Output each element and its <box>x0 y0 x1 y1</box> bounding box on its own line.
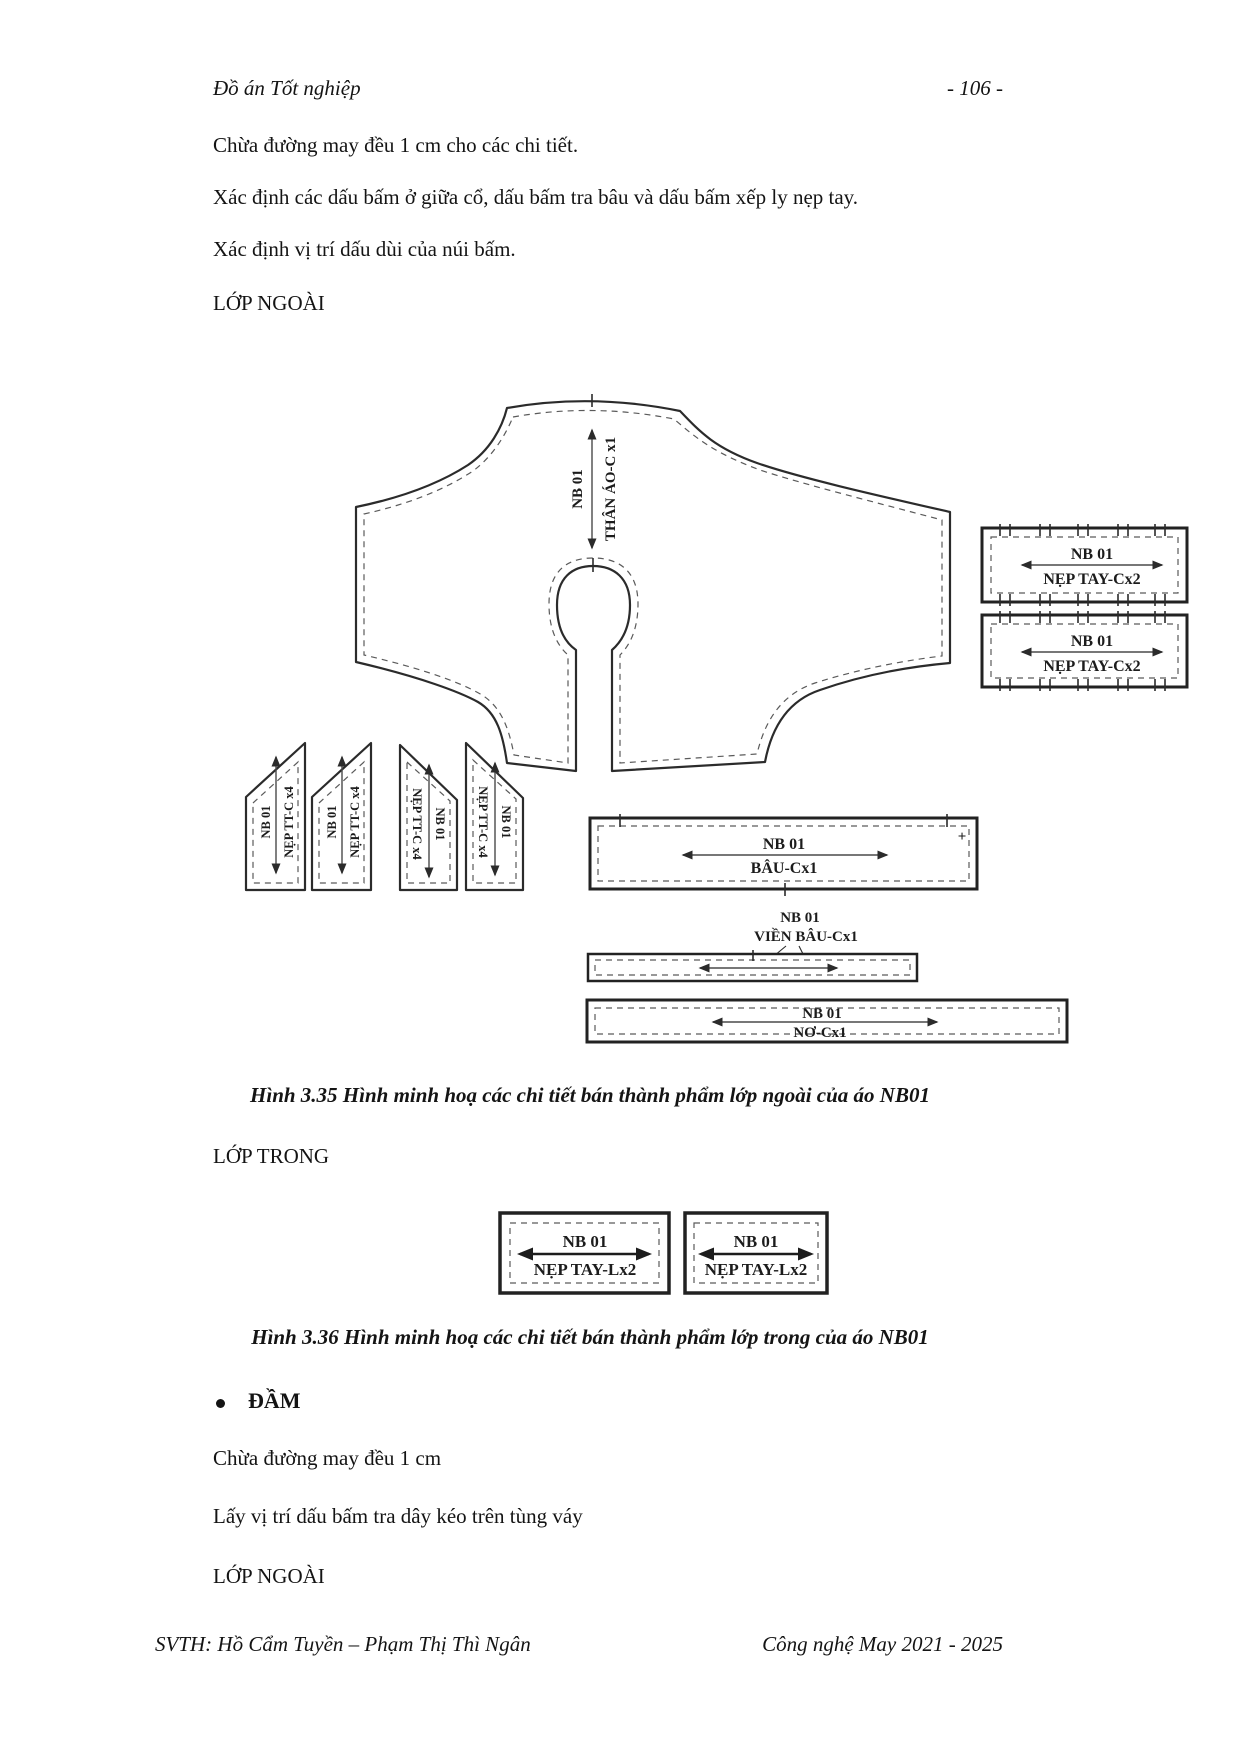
pattern-piece-no <box>587 1000 1067 1042</box>
nep-tt-1-name-label: NẸP TT-C x4 <box>282 786 296 858</box>
than-ao-outline <box>356 401 950 771</box>
pattern-piece-nep-tay-l-2 <box>685 1213 827 1293</box>
paragraph-seam-allowance: Chừa đường may đều 1 cm cho các chi tiết. <box>213 133 579 157</box>
pattern-piece-than-ao <box>356 394 950 771</box>
section-inner-layer: LỚP TRONG <box>213 1144 330 1168</box>
nep-tt-1-code-label: NB 01 <box>259 805 273 839</box>
nep-tt-2-name-label: NẸP TT-C x4 <box>348 786 362 858</box>
header-title: Đồ án Tốt nghiệp <box>213 76 361 100</box>
nep-tt-3-code-label: NB 01 <box>433 807 447 841</box>
vien-bau-code-label: NB 01 <box>780 910 820 926</box>
section-outer-layer-2: LỚP NGOÀI <box>213 1564 325 1588</box>
nep-tay-c-1-code-label: NB 01 <box>1070 546 1114 563</box>
pattern-piece-nep-tt-1 <box>246 743 305 890</box>
pattern-piece-vien-bau <box>588 910 917 981</box>
footer-authors: SVTH: Hồ Cẩm Tuyền – Phạm Thị Thì Ngân <box>155 1632 531 1656</box>
than-ao-name-label: THÂN ÁO-C x1 <box>603 436 619 542</box>
nep-tay-l-2-name-label: NẸP TAY-Lx2 <box>704 1260 808 1279</box>
nep-tay-c-2-code-label: NB 01 <box>1070 633 1114 650</box>
figure-caption-3-35: Hình 3.35 Hình minh hoạ các chi tiết bán thành phẩm lớp ngoài của áo NB01 <box>250 1083 930 1107</box>
pattern-piece-nep-tay-c-1 <box>982 524 1187 606</box>
nep-tay-c-2-outline <box>982 615 1187 687</box>
paragraph-zipper-notch: Lấy vị trí dấu bấm tra dây kéo trên tùng váy <box>213 1504 583 1528</box>
footer-program: Công nghệ May 2021 - 2025 <box>762 1632 1003 1656</box>
nep-tay-l-2-code-label: NB 01 <box>733 1232 779 1251</box>
than-ao-code-label: NB 01 <box>570 469 586 509</box>
paragraph-drill-mark: Xác định vị trí dấu dùi của núi bấm. <box>213 237 516 261</box>
pattern-piece-nep-tt-4 <box>466 743 523 890</box>
paragraph-seam-allowance-2: Chừa đường may đều 1 cm <box>213 1446 442 1470</box>
nep-tt-3-name-label: NẸP TT-C x4 <box>410 788 424 860</box>
pattern-piece-nep-tt-3 <box>400 745 457 890</box>
paragraph-notches: Xác định các dấu bấm ở giữa cổ, dấu bấm tra bâu và dấu bấm xếp ly nẹp tay. <box>213 185 859 209</box>
pattern-piece-nep-tay-l-1 <box>500 1213 669 1293</box>
nep-tt-4-code-label: NB 01 <box>499 805 513 839</box>
pattern-piece-bau <box>590 814 977 896</box>
bullet-item-dam: ĐẦM <box>248 1388 301 1413</box>
bau-outline <box>590 818 977 889</box>
bau-code-label: NB 01 <box>762 836 806 853</box>
header-page-number: - 106 - <box>947 76 1003 100</box>
bullet-dot <box>216 1399 225 1408</box>
figure-caption-3-36: Hình 3.36 Hình minh hoạ các chi tiết bán thành phẩm lớp trong của áo NB01 <box>251 1325 929 1349</box>
section-outer-layer: LỚP NGOÀI <box>213 291 325 315</box>
nep-tay-c-2-name-label: NẸP TAY-Cx2 <box>1043 658 1141 675</box>
vien-bau-name-label: VIỀN BÂU-Cx1 <box>754 929 858 945</box>
pattern-piece-nep-tt-2 <box>312 743 371 890</box>
nep-tay-l-1-name-label: NẸP TAY-Lx2 <box>533 1260 637 1279</box>
pattern-piece-nep-tay-c-2 <box>982 611 1187 691</box>
nep-tt-2-code-label: NB 01 <box>325 805 339 839</box>
nep-tt-4-name-label: NẸP TT-C x4 <box>476 786 490 858</box>
nep-tay-c-1-name-label: NẸP TAY-Cx2 <box>1043 571 1141 588</box>
nep-tay-l-1-code-label: NB 01 <box>562 1232 608 1251</box>
no-code-label: NB 01 <box>802 1006 842 1022</box>
no-name-label: NƠ-Cx1 <box>793 1025 847 1041</box>
bau-drill-plus-mark: + <box>957 829 967 845</box>
bau-name-label: BÂU-Cx1 <box>750 860 818 877</box>
